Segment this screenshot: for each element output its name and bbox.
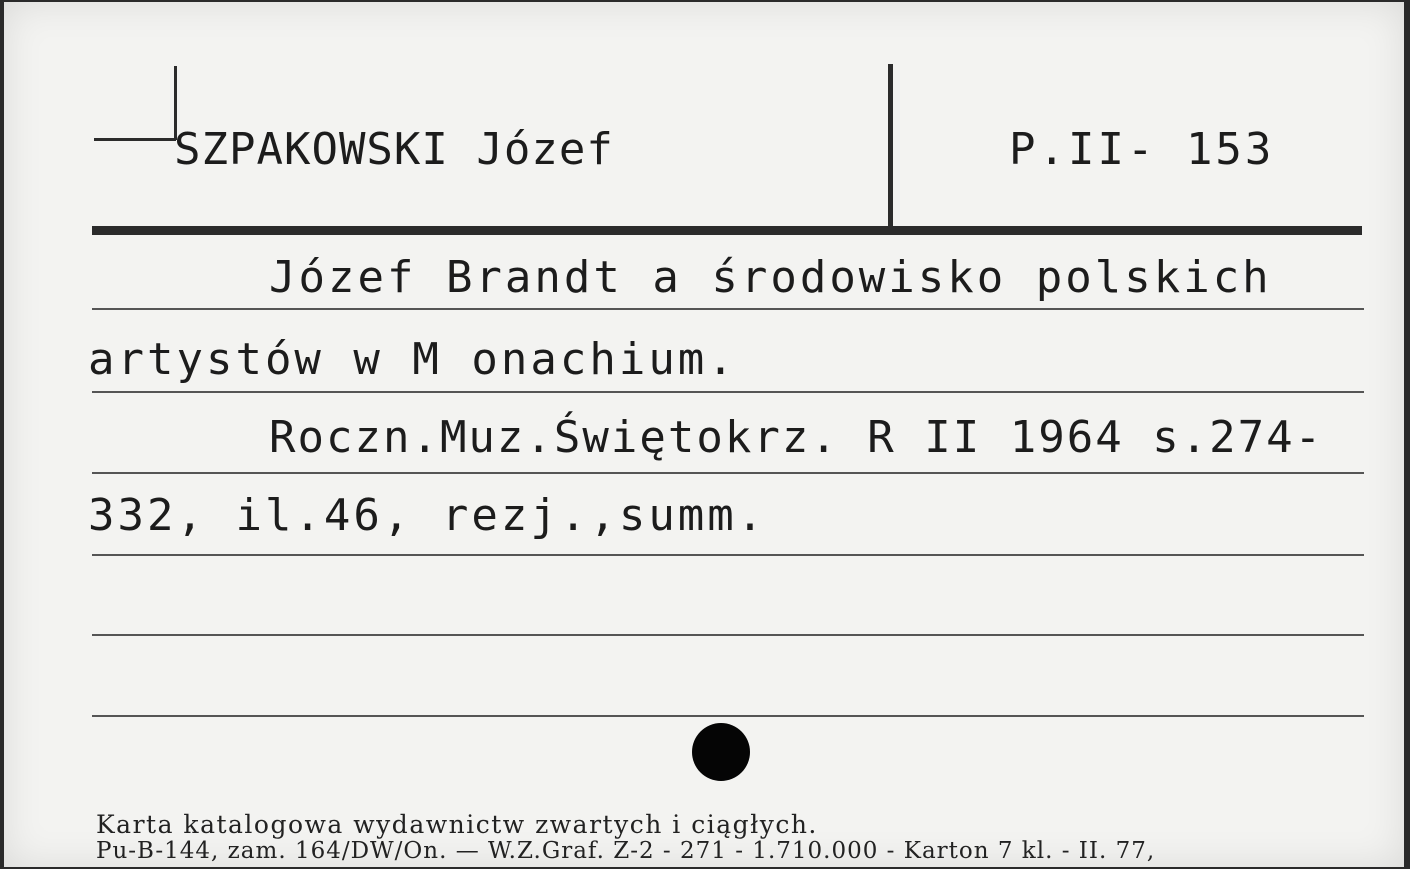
source-line-1: Roczn.Muz.Świętokrz. R II 1964 s.274-: [269, 412, 1324, 463]
author-bracket-horizontal: [94, 138, 176, 141]
catalog-card: [4, 2, 1404, 867]
ruled-line-6: [92, 715, 1364, 717]
card-print-info: Pu-B-144, zam. 164/DW/On. — W.Z.Graf. Z-2 - 271 - 1.710.000 - Karton 7 kl. - II. 77,: [96, 838, 1156, 864]
ruled-line-5: [92, 634, 1364, 636]
author-heading: SZPAKOWSKI Józef: [174, 124, 614, 175]
ruled-line-1: [92, 308, 1364, 310]
punch-hole: [692, 723, 750, 781]
header-rule: [92, 226, 1362, 235]
ruled-line-3: [92, 472, 1364, 474]
source-line-2: 332, il.46, rezj.,summ.: [88, 490, 767, 541]
card-form-caption: Karta katalogowa wydawnictw zwartych i ciągłych.: [96, 810, 818, 839]
title-line-1: Józef Brandt a środowisko polskich: [269, 252, 1272, 303]
call-number: P.II- 153: [1009, 124, 1275, 175]
ruled-line-2: [92, 391, 1364, 393]
ruled-line-4: [92, 554, 1364, 556]
title-line-2: artystów w M onachium.: [88, 334, 737, 385]
header-divider: [888, 64, 893, 226]
